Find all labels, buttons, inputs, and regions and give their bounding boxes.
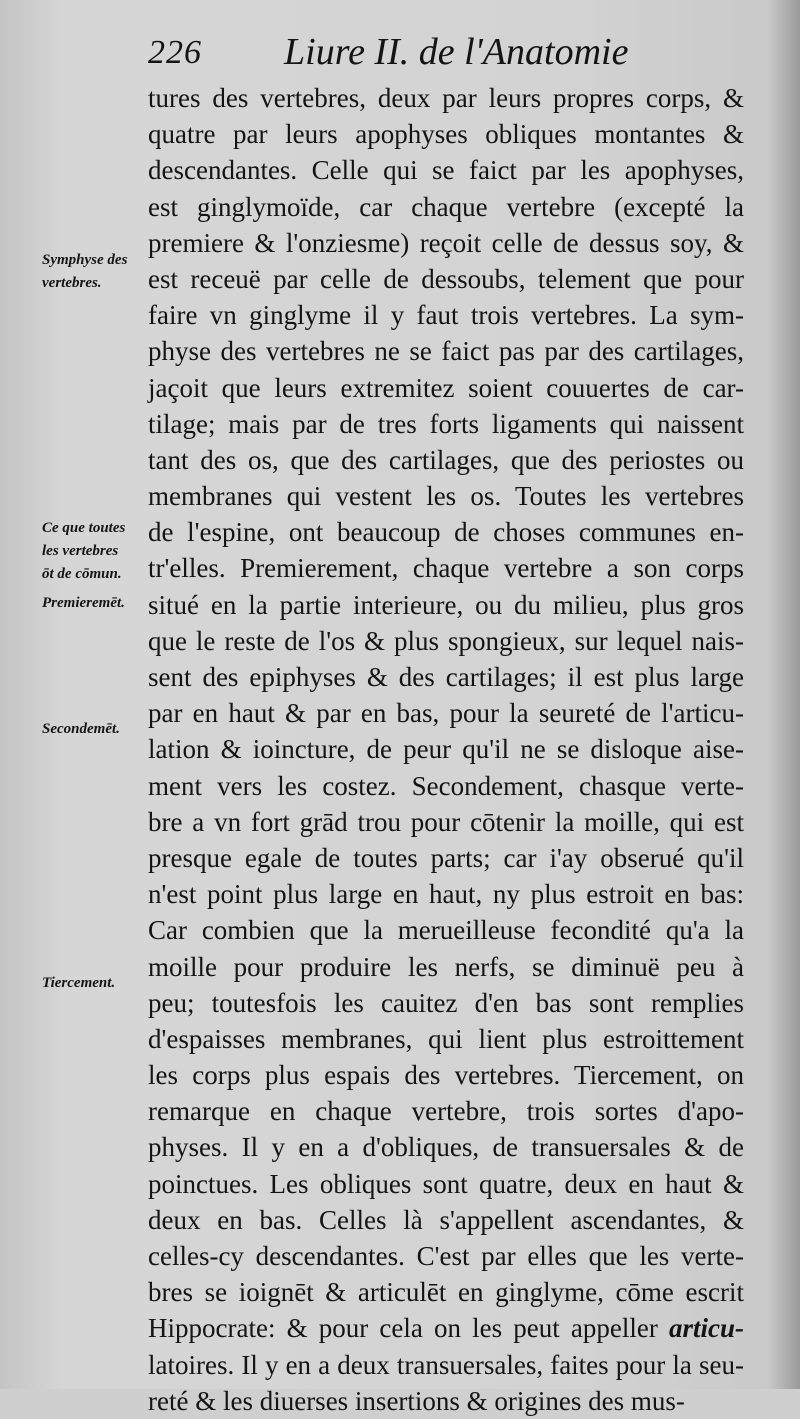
marginal-note-tiercement: Tiercement. bbox=[42, 975, 116, 991]
text-line: jaçoit que leurs extremitez soient couuertes de car- bbox=[148, 372, 744, 403]
text-line: descendantes. Celle qui se faict par les apophyses, bbox=[148, 155, 744, 186]
text-line: que le reste de l'os & plus spongieux, sur lequel nais- bbox=[148, 625, 744, 656]
text-line: presque egale de toutes parts; car i'ay obserué qu'il bbox=[148, 842, 744, 873]
text-line: sent des epiphyses & des cartilages; il est plus large bbox=[148, 662, 744, 692]
text-line: lation & ioincture, de peur qu'il ne se disloque aise- bbox=[148, 734, 744, 765]
text-line: physe des vertebres ne se faict pas par des cartilages, bbox=[148, 336, 744, 367]
text-line: tant des os, que des cartilages, que des periostes ou bbox=[148, 444, 744, 475]
text-line: par en haut & par en bas, pour la seureté de l'articu- bbox=[148, 698, 744, 729]
text-line: les corps plus espais des vertebres. Tiercement, on bbox=[148, 1060, 744, 1091]
text-line: membranes qui vestent les os. Toutes les vertebres bbox=[148, 481, 744, 512]
text-line: n'est point plus large en haut, ny plus estroit en bas: bbox=[148, 879, 744, 910]
text-line: latoires. Il y en a deux transuersales, faites pour la seu- bbox=[148, 1349, 744, 1380]
text-line: quatre par leurs apophyses obliques montantes & bbox=[148, 119, 744, 150]
text-line: celles-cy descendantes. C'est par elles que les verte- bbox=[148, 1241, 744, 1271]
text-line: physes. Il y en a d'obliques, de transuersales & de bbox=[148, 1132, 744, 1163]
marginal-note-premierement: Premieremēt. bbox=[42, 595, 125, 611]
text-line: situé en la partie interieure, ou du milieu, plus gros bbox=[148, 589, 744, 620]
text-line: peu; toutesfois les cauitez d'en bas sont remplies bbox=[148, 987, 744, 1018]
body-text bbox=[148, 80, 744, 1419]
text-line: bre a vn fort grād trou pour cōtenir la moille, qui est bbox=[148, 806, 744, 837]
text-line-part: Hippocrate: & pour cela on les peut appeller bbox=[148, 1313, 658, 1344]
text-line-with-italic bbox=[148, 1310, 744, 1346]
marginal-note-secondement: Secondemēt. bbox=[42, 721, 120, 737]
text-line: tilage; mais par de tres forts ligaments qui naissent bbox=[148, 408, 744, 439]
text-line: Car combien que la merueilleuse fecondité qu'a la bbox=[148, 915, 744, 946]
text-line: ment vers les costez. Secondement, chasque verte- bbox=[148, 770, 744, 801]
text-line: tr'elles. Premierement, chaque vertebre a son corps bbox=[148, 553, 744, 584]
marginal-note-communes: Ce que toutes les vertebres ōt de cōmun. bbox=[42, 520, 126, 582]
text-line: remarque en chaque vertebre, trois sortes d'apo- bbox=[148, 1096, 744, 1127]
text-line: est ginglymoïde, car chaque vertebre (excepté la bbox=[148, 191, 744, 222]
text-line: poinctues. Les obliques sont quatre, deux en haut & bbox=[148, 1168, 744, 1199]
running-title: Liure II. de l'Anatomie bbox=[284, 31, 629, 73]
italic-term: articu- bbox=[668, 1313, 744, 1344]
text-line: reté & les diuerses insertions & origines des mus- bbox=[148, 1385, 685, 1416]
page-header bbox=[148, 30, 748, 80]
text-line: faire vn ginglyme il y faut trois vertebres. La sym- bbox=[148, 300, 744, 331]
text-line: tures des vertebres, deux par leurs propres corps, & bbox=[148, 83, 744, 113]
text-line: deux en bas. Celles là s'appellent ascendantes, & bbox=[148, 1204, 744, 1235]
text-line: de l'espine, ont beaucoup de choses communes en- bbox=[148, 517, 744, 548]
text-line: d'espaisses membranes, qui lient plus estroittement bbox=[148, 1023, 744, 1054]
marginal-note-symphyse: Symphyse des vertebres. bbox=[42, 252, 128, 291]
page-number: 226 bbox=[148, 34, 202, 71]
text-line: moille pour produire les nerfs, se diminuë peu à bbox=[148, 951, 744, 982]
text-line: bres se ioignēt & articulēt en ginglyme, cōme escrit bbox=[148, 1277, 744, 1308]
text-line: est receuë par celle de dessoubs, telement que pour bbox=[148, 263, 744, 294]
text-line: premiere & l'onziesme) reçoit celle de dessus soy, & bbox=[148, 227, 744, 258]
